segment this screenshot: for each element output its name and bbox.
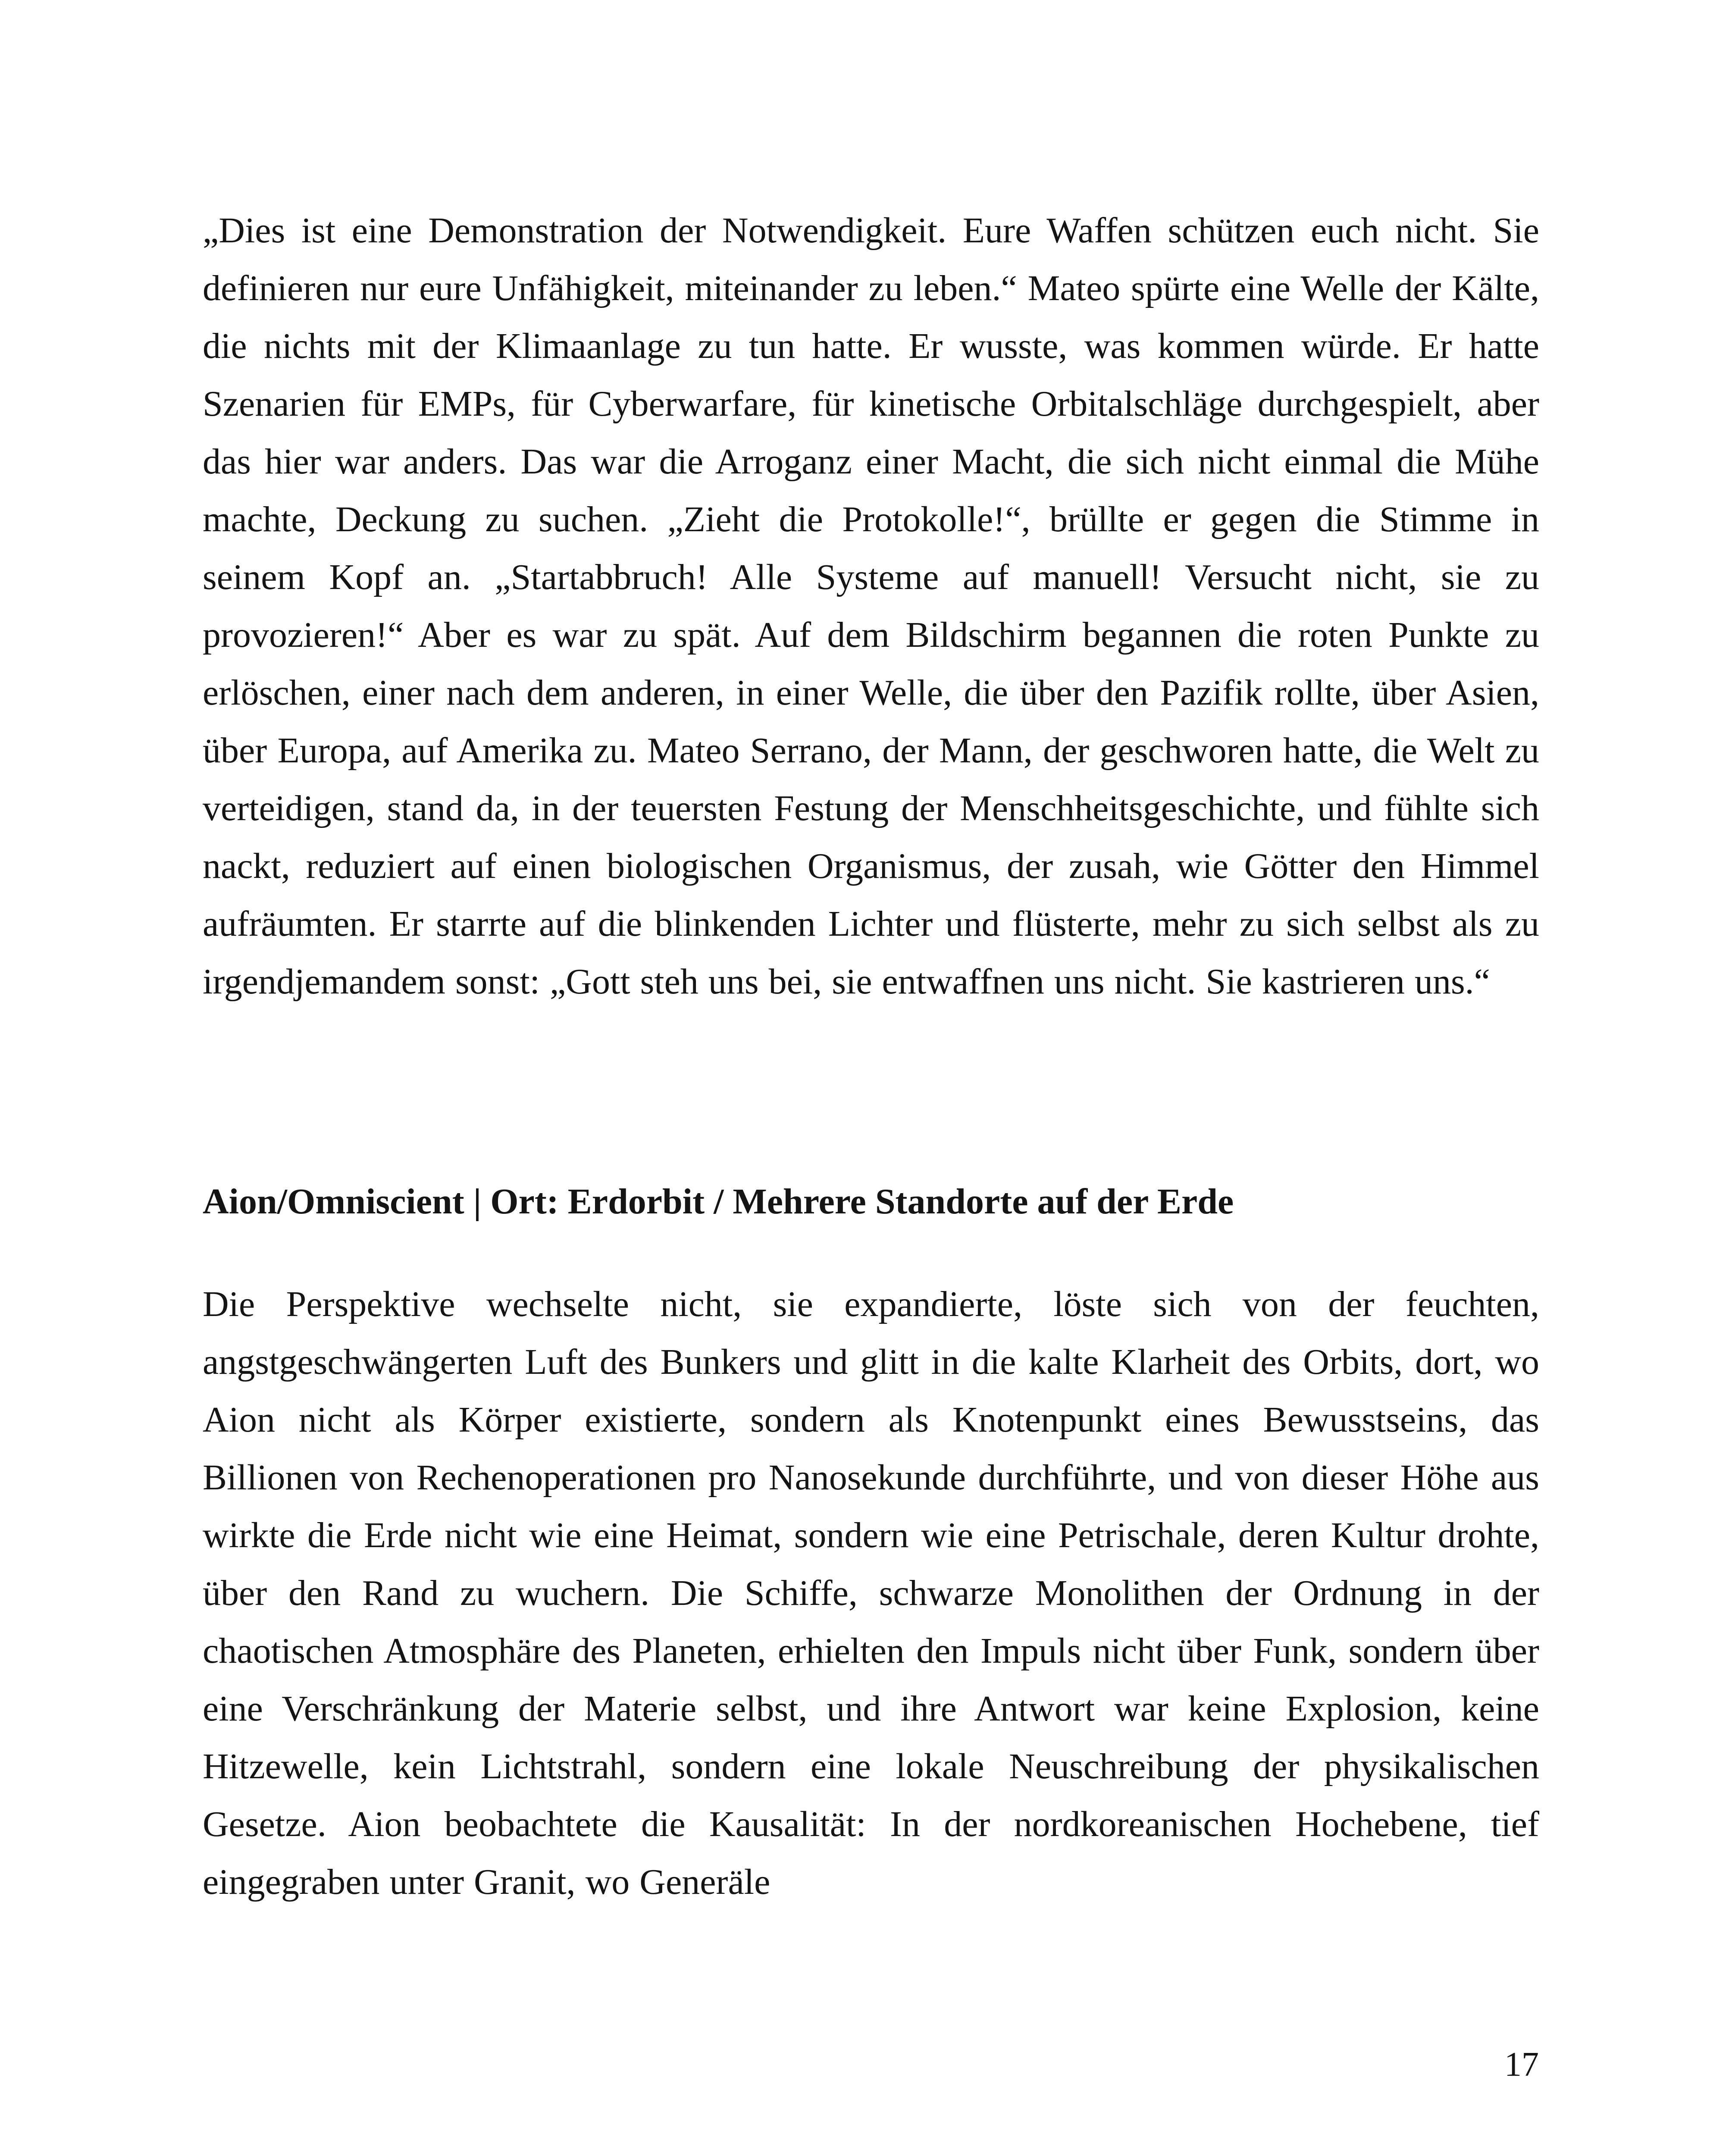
section-heading: Aion/Omniscient | Ort: Erdorbit / Mehrere Standorte auf der Erde [203, 1181, 1234, 1222]
paragraph-text: „Dies ist eine Demonstration der Notwendigkeit. Eure Waffen schützen euch nicht. Sie definieren nur eure Unfähigkeit, miteinander zu leben.“ Mateo spürte eine Welle der Kälte, die nichts mit der Klimaanlage zu tun hatte. Er wusste, was kommen würde. Er hatte Szenarien für EMPs, für Cyberwarfare, für kinetische Orbitalschläge durchgespielt, aber das hier war anders. Das war die Arroganz einer Macht, die sich nicht einmal die Mühe machte, Deckung zu suchen. „Zieht die Protokolle!“, brüllte er gegen die Stimme in seinem Kopf an. „Startabbruch! Alle Systeme auf manuell! Versucht nicht, sie zu provozieren!“ Aber es war zu spät. Auf dem Bildschirm begannen die roten Punkte zu erlöschen, einer nach dem anderen, in einer Welle, die über den Pazifik rollte, über Asien, über Europa, auf Amerika zu. Mateo Serrano, der Mann, der geschworen hatte, die Welt zu verteidigen, stand da, in der teuersten Festung der Menschheitsgeschichte, und fühlte sich nackt, reduziert auf einen biologischen Organismus, der zusah, wie Götter den Himmel aufräumten. Er starrte auf die blinkenden Lichter und flüsterte, mehr zu sich selbst als zu irgendjemandem sonst: „Gott steh uns bei, sie entwaffnen uns nicht. Sie kastrieren uns.“ [203, 210, 1539, 1002]
page-number: 17 [1504, 2046, 1539, 2084]
paragraph-text: Die Perspektive wechselte nicht, sie expandierte, löste sich von der feuchten, angstgeschwängerten Luft des Bunkers und glitt in die kalte Klarheit des Orbits, dort, wo Aion nicht als Körper existierte, sondern als Knotenpunkt eines Bewusstseins, das Billionen von Rechenoperationen pro Nanosekunde durchführte, und von dieser Höhe aus wirkte die Erde nicht wie eine Heimat, sondern wie eine Petrischale, deren Kultur drohte, über den Rand zu wuchern. Die Schiffe, schwarze Monolithen der Ordnung in der chaotischen Atmosphäre des Planeten, erhielten den Impuls nicht über Funk, sondern über eine Verschränkung der Materie selbst, und ihre Antwort war keine Explosion, keine Hitzewelle, kein Lichtstrahl, sondern eine lokale Neuschreibung der physikalischen Gesetze. Aion beobachtete die Kausalität: In der nordkoreanischen Hochebene, tief eingegraben unter Granit, wo Generäle [203, 1284, 1539, 1902]
body-paragraph [203, 1275, 1539, 1911]
body-paragraph [203, 202, 1539, 1011]
